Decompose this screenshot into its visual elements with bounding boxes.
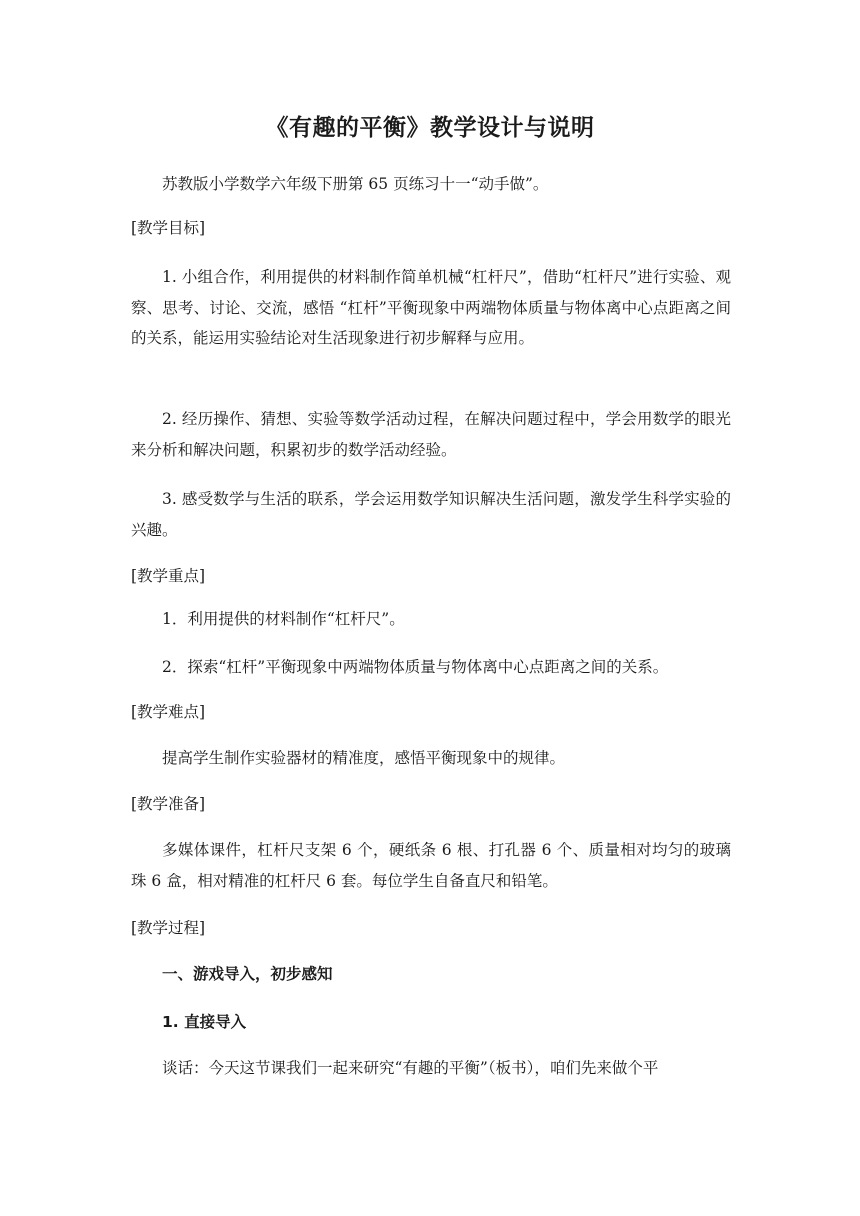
preparation-text: 多媒体课件，杠杆尺支架 6 个，硬纸条 6 根、打孔器 6 个、质量相对均匀的玻璃珠 6 盒，相对精准的杠杆尺 6 套。每位学生自备直尺和铅笔。 — [131, 841, 731, 890]
key-point-item-2: 2．探索“杠杆”平衡现象中两端物体质量与物体离中心点距离之间的关系。 — [162, 658, 669, 676]
preparation-heading: [教学准备] — [131, 795, 206, 813]
goal-item-2: 2. 经历操作、猜想、实验等数学活动过程，在解决问题过程中，学会用数学的眼光来分析和解决问题，积累初步的数学活动经验。 — [131, 410, 731, 459]
goals-heading: [教学目标] — [131, 219, 206, 237]
process-heading: [教学过程] — [131, 919, 206, 937]
key-points-heading: [教学重点] — [131, 567, 206, 585]
document-title: 《有趣的平衡》教学设计与说明 — [265, 115, 595, 141]
process-part1-title: 一、游戏导入，初步感知 — [162, 965, 333, 983]
process-step1-title: 1. 直接导入 — [162, 1013, 247, 1031]
intro-paragraph: 苏教版小学数学六年级下册第 65 页练习十一“动手做”。 — [162, 175, 549, 193]
difficulties-heading: [教学难点] — [131, 703, 206, 721]
goal-item-3: 3. 感受数学与生活的联系，学会运用数学知识解决生活问题，激发学生科学实验的兴趣。 — [131, 490, 731, 539]
goal-item-1: 1. 小组合作，利用提供的材料制作简单机械“杠杆尺”，借助“杠杆尺”进行实验、观察、思考、讨论、交流，感悟 “杠杆”平衡现象中两端物体质量与物体离中心点距离之间的关系，能运用实验结论对生活现象进行初步解释与应用。 — [131, 268, 731, 347]
key-point-item-1: 1．利用提供的材料制作“杠杆尺”。 — [162, 610, 405, 628]
difficulties-text: 提高学生制作实验器材的精准度，感悟平衡现象中的规律。 — [162, 749, 566, 767]
process-talk-text: 谈话：今天这节课我们一起来研究“有趣的平衡”（板书），咱们先来做个平 — [162, 1059, 659, 1077]
